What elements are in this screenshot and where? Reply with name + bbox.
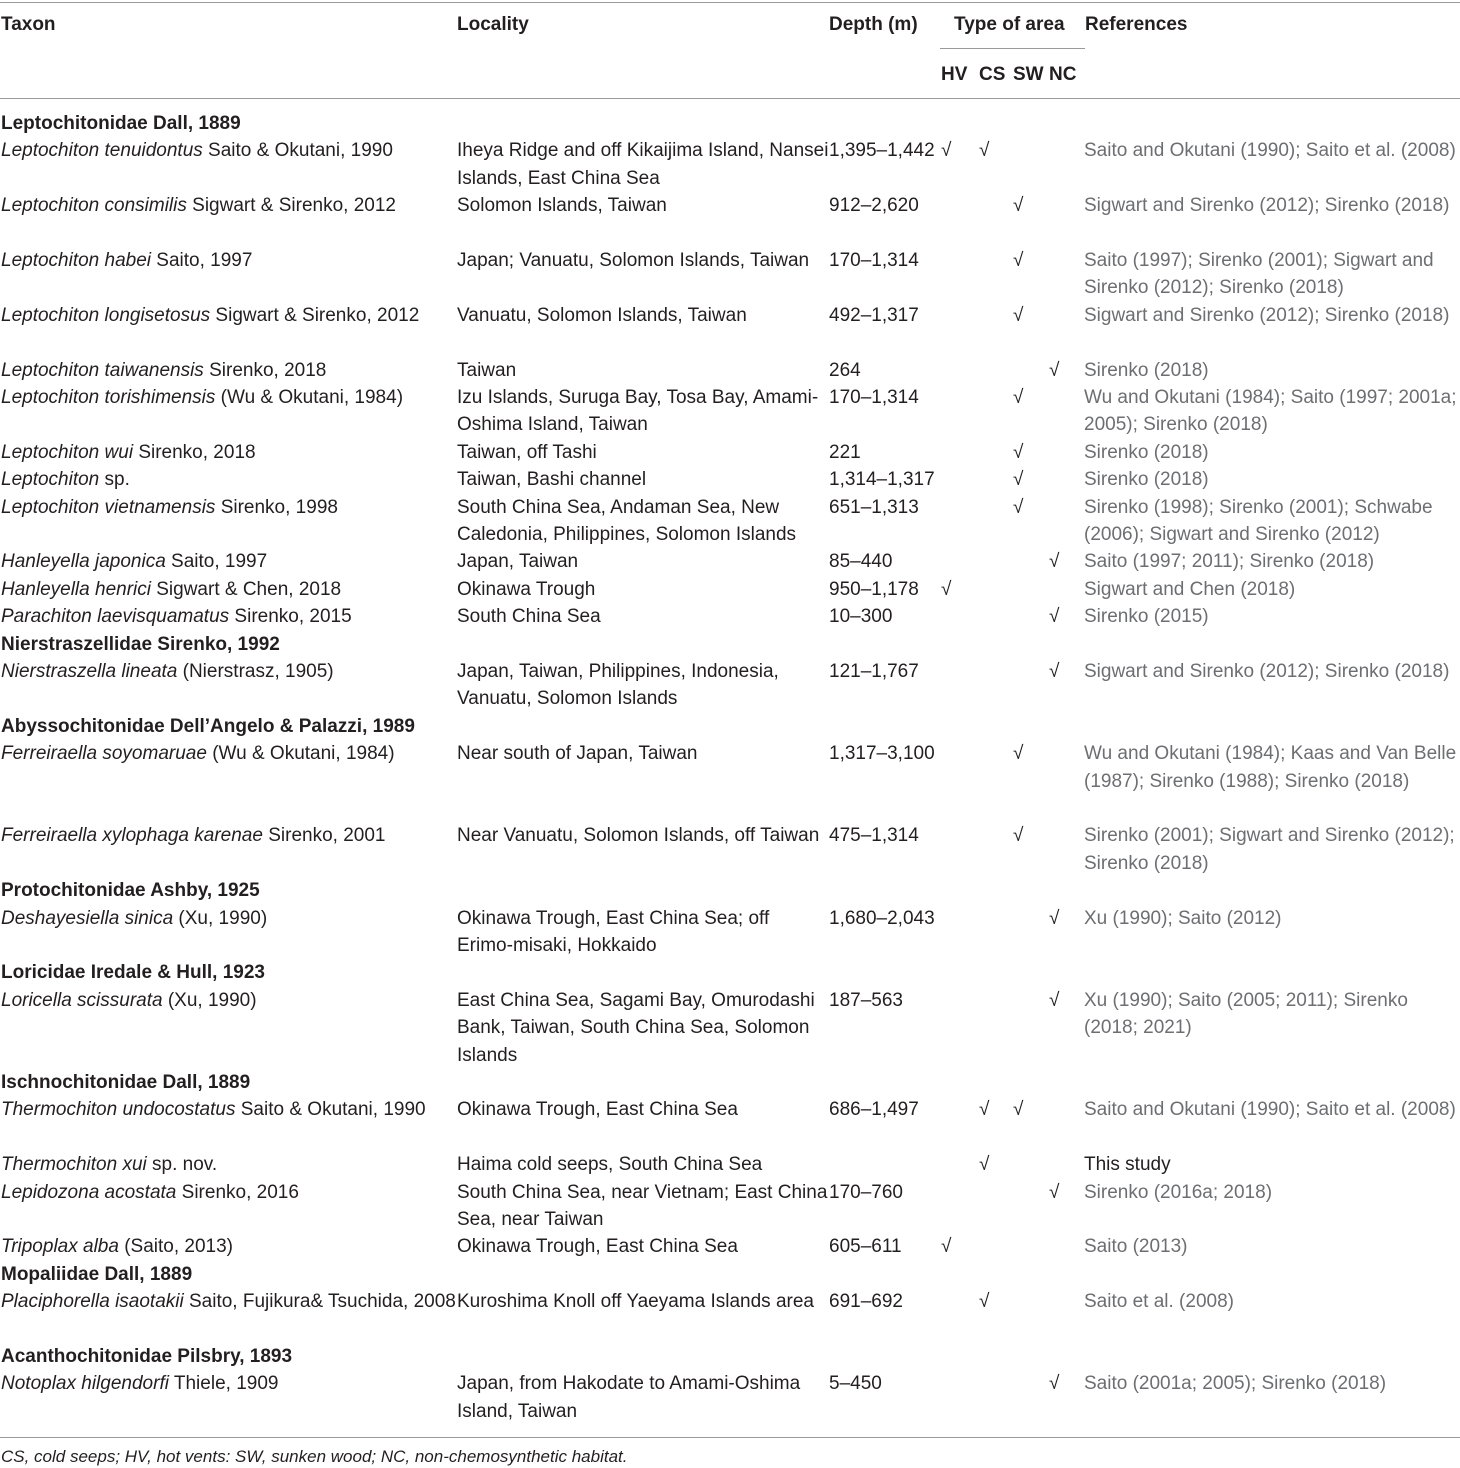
- references-cell: Saito et al. (2008): [1084, 1291, 1234, 1313]
- depth-cell: 221: [829, 441, 861, 463]
- family-row: [0, 110, 1460, 137]
- locality-cell: Taiwan: [457, 359, 517, 381]
- depth-cell: 691–692: [829, 1291, 903, 1313]
- taxon-cell: [1, 658, 456, 685]
- references-cell: Sigwart and Sirenko (2012); Sirenko (2018): [1084, 661, 1450, 682]
- references-cell: Sirenko (1998); Sirenko (2001); Schwabe (2006); Sigwart and Sirenko (2012): [1084, 496, 1433, 545]
- family-name: Leptochitonidae Dall, 1889: [1, 113, 241, 134]
- depth-cell: 85–440: [829, 551, 893, 573]
- taxon-name: Hanleyella japonica: [1, 551, 166, 573]
- table-row: [0, 658, 1460, 713]
- taxon-author: Saito & Okutani, 1990: [202, 140, 393, 162]
- taxon-author: (Saito, 2013): [118, 1236, 234, 1258]
- locality-cell: Okinawa Trough, East China Sea; off Erimo-misaki, Hokkaido: [457, 907, 770, 956]
- table-row: [0, 494, 1460, 549]
- header-depth: Depth (m): [829, 14, 918, 35]
- header-hv: HV: [941, 64, 968, 85]
- depth-cell: 1,395–1,442: [829, 140, 935, 162]
- references-cell: Saito (2013): [1084, 1236, 1188, 1258]
- locality-cell: Near south of Japan, Taiwan: [457, 743, 698, 765]
- table-row: [0, 384, 1460, 439]
- taxon-cell: [1, 905, 456, 932]
- depth-cell: 170–1,314: [829, 387, 919, 408]
- depth-cell: 10–300: [829, 606, 893, 628]
- taxon-cell: [1, 1096, 456, 1123]
- references-cell: Sigwart and Chen (2018): [1084, 578, 1296, 600]
- table-row: [0, 1151, 1460, 1178]
- family-row: [0, 713, 1460, 740]
- taxon-author: Sigwart & Chen, 2018: [150, 578, 342, 600]
- taxon-name: Thermochiton undocostatus: [1, 1099, 236, 1121]
- taxon-cell: [1, 384, 456, 411]
- taxon-name: Leptochiton wui: [1, 441, 134, 463]
- family-row: [0, 877, 1460, 904]
- depth-cell: 492–1,317: [829, 304, 919, 326]
- locality-cell: East China Sea, Sagami Bay, Omurodashi Bank, Taiwan, South China Sea, Solomon Islands: [457, 989, 815, 1066]
- family-row: [0, 1343, 1460, 1370]
- sw-check-mark: √: [1013, 1099, 1024, 1121]
- sw-check-mark: √: [1013, 469, 1024, 491]
- footnote: CS, cold seeps; HV, hot vents: SW, sunken wood; NC, non-chemosynthetic habitat.: [1, 1447, 628, 1466]
- sw-check-mark: √: [1013, 496, 1024, 518]
- references-cell: Saito (1997); Sirenko (2001); Sigwart and Sirenko (2012); Sirenko (2018): [1084, 250, 1434, 299]
- table-row: [0, 439, 1460, 466]
- locality-cell: Iheya Ridge and off Kikaijima Island, Nansei Islands, East China Sea: [457, 140, 829, 189]
- header-rule: [0, 98, 1460, 99]
- table-row: [0, 987, 1460, 1069]
- taxon-name: Leptochiton habei: [1, 250, 152, 271]
- taxon-name: Placiphorella isaotakii: [1, 1291, 184, 1313]
- table-row: [0, 302, 1460, 357]
- family-row: [0, 631, 1460, 658]
- header-nc: NC: [1049, 64, 1077, 85]
- taxon-author: Sigwart & Sirenko, 2012: [186, 195, 396, 217]
- nc-check-mark: √: [1049, 551, 1060, 573]
- taxon-cell: [1, 740, 456, 767]
- sw-check-mark: √: [1013, 304, 1024, 326]
- references-cell: Sirenko (2018): [1084, 441, 1209, 463]
- depth-cell: 686–1,497: [829, 1099, 919, 1121]
- cs-check-mark: √: [979, 140, 990, 162]
- family-row: [0, 1261, 1460, 1288]
- taxon-name: Leptochiton longisetosus: [1, 304, 211, 326]
- taxon-author: Saito, 1997: [151, 250, 253, 271]
- taxon-cell: [1, 1179, 456, 1206]
- locality-cell: South China Sea, near Vietnam; East China Sea, near Taiwan: [457, 1181, 828, 1230]
- taxon-author: Sigwart & Sirenko, 2012: [210, 304, 420, 326]
- family-name: Abyssochitonidae Dell’Angelo & Palazzi, 1989: [1, 715, 415, 737]
- depth-cell: 950–1,178: [829, 578, 919, 600]
- depth-cell: 1,680–2,043: [829, 907, 935, 929]
- sw-check-mark: √: [1013, 250, 1024, 271]
- references-cell: Saito and Okutani (1990); Saito et al. (2008): [1084, 140, 1456, 162]
- references-cell: Saito (2001a; 2005); Sirenko (2018): [1084, 1373, 1387, 1395]
- top-rule: [0, 2, 1460, 3]
- taxon-author: Sirenko, 2018: [203, 359, 327, 381]
- table-row: [0, 466, 1460, 493]
- references-cell: Sigwart and Sirenko (2012); Sirenko (2018): [1084, 195, 1450, 217]
- taxon-cell: [1, 466, 456, 493]
- references-cell: Sirenko (2018): [1084, 359, 1209, 381]
- nc-check-mark: √: [1049, 907, 1060, 929]
- cs-check-mark: √: [979, 1291, 990, 1313]
- references-cell: Sirenko (2016a; 2018): [1084, 1181, 1273, 1203]
- locality-cell: Vanuatu, Solomon Islands, Taiwan: [457, 304, 747, 326]
- depth-cell: 121–1,767: [829, 661, 919, 682]
- taxon-author: sp.: [99, 469, 130, 491]
- bottom-rule: [0, 1437, 1460, 1438]
- header-type-of-area: Type of area: [954, 14, 1065, 35]
- table-row: [0, 1096, 1460, 1151]
- taxon-author: Sirenko, 2001: [262, 825, 386, 847]
- sw-check-mark: √: [1013, 825, 1024, 847]
- locality-cell: Japan, Taiwan: [457, 551, 579, 573]
- table-row: [0, 576, 1460, 603]
- taxon-author: (Wu & Okutani, 1984): [206, 743, 395, 765]
- taxon-name: Notoplax hilgendorfi: [1, 1373, 169, 1395]
- taxon-name: Tripoplax alba: [1, 1236, 119, 1258]
- header-references: References: [1085, 14, 1188, 35]
- references-cell: Saito (1997; 2011); Sirenko (2018): [1084, 551, 1375, 573]
- taxon-author: (Nierstrasz, 1905): [177, 661, 334, 682]
- taxon-author: (Wu & Okutani, 1984): [215, 387, 404, 408]
- taxon-author: Sirenko, 2015: [229, 606, 352, 628]
- family-name: Ischnochitonidae Dall, 1889: [1, 1072, 251, 1093]
- cs-check-mark: √: [979, 1154, 990, 1176]
- taxon-name: Deshayesiella sinica: [1, 907, 174, 929]
- taxon-author: Thiele, 1909: [168, 1373, 279, 1395]
- taxon-cell: [1, 1288, 456, 1315]
- taxon-cell: [1, 247, 456, 274]
- taxon-name: Loricella scissurata: [1, 989, 163, 1011]
- taxon-cell: [1, 302, 456, 329]
- locality-cell: Okinawa Trough: [457, 578, 596, 600]
- table-row: [0, 1370, 1460, 1425]
- taxon-cell: [1, 987, 456, 1014]
- depth-cell: 912–2,620: [829, 195, 919, 217]
- nc-check-mark: √: [1049, 359, 1060, 381]
- taxon-name: Hanleyella henrici: [1, 578, 151, 600]
- type-of-area-rule: [940, 48, 1085, 49]
- taxon-name: Lepidozona acostata: [1, 1181, 177, 1203]
- depth-cell: 1,314–1,317: [829, 469, 935, 491]
- locality-cell: South China Sea: [457, 606, 601, 628]
- table-row: [0, 357, 1460, 384]
- nc-check-mark: √: [1049, 1181, 1060, 1203]
- locality-cell: Izu Islands, Suruga Bay, Tosa Bay, Amami-Oshima Island, Taiwan: [457, 387, 819, 436]
- depth-cell: 651–1,313: [829, 496, 919, 518]
- taxon-cell: [1, 576, 456, 603]
- locality-cell: Taiwan, off Tashi: [457, 441, 597, 463]
- locality-cell: Japan, Taiwan, Philippines, Indonesia, Vanuatu, Solomon Islands: [457, 661, 779, 710]
- family-name: Acanthochitonidae Pilsbry, 1893: [1, 1346, 293, 1367]
- taxon-cell: [1, 603, 456, 630]
- table-row: [0, 905, 1460, 960]
- depth-cell: 170–760: [829, 1181, 903, 1203]
- depth-cell: 475–1,314: [829, 825, 919, 847]
- taxon-cell: [1, 137, 456, 164]
- nc-check-mark: √: [1049, 1373, 1060, 1395]
- hv-check-mark: √: [941, 140, 952, 162]
- references-cell: Saito and Okutani (1990); Saito et al. (2008): [1084, 1099, 1456, 1121]
- taxon-name: Nierstraszella lineata: [1, 661, 178, 682]
- taxon-cell: [1, 439, 456, 466]
- sw-check-mark: √: [1013, 387, 1024, 408]
- table-row: [0, 822, 1460, 877]
- taxon-author: (Xu, 1990): [173, 907, 268, 929]
- taxon-name: Leptochiton consimilis: [1, 195, 187, 217]
- nc-check-mark: √: [1049, 606, 1060, 628]
- depth-cell: 170–1,314: [829, 250, 919, 271]
- taxon-name: Ferreiraella soyomaruae: [1, 743, 207, 765]
- locality-cell: South China Sea, Andaman Sea, New Caledonia, Philippines, Solomon Islands: [457, 496, 797, 545]
- header-locality: Locality: [457, 14, 529, 35]
- taxon-name: Leptochiton taiwanensis: [1, 359, 204, 381]
- taxon-author: sp. nov.: [146, 1154, 218, 1176]
- table-row: [0, 247, 1460, 302]
- family-name: Mopaliidae Dall, 1889: [1, 1263, 193, 1285]
- locality-cell: Okinawa Trough, East China Sea: [457, 1236, 738, 1258]
- header-cs: CS: [979, 64, 1006, 85]
- table-row: [0, 137, 1460, 192]
- sw-check-mark: √: [1013, 441, 1024, 463]
- depth-cell: 264: [829, 359, 861, 381]
- hv-check-mark: √: [941, 1236, 952, 1258]
- locality-cell: Haima cold seeps, South China Sea: [457, 1154, 763, 1176]
- hv-check-mark: √: [941, 578, 952, 600]
- nc-check-mark: √: [1049, 661, 1060, 682]
- depth-cell: 5–450: [829, 1373, 882, 1395]
- references-cell: Sirenko (2018): [1084, 469, 1209, 491]
- nc-check-mark: √: [1049, 989, 1060, 1011]
- locality-cell: Japan, from Hakodate to Amami-Oshima Island, Taiwan: [457, 1373, 801, 1422]
- references-cell: Wu and Okutani (1984); Kaas and Van Belle (1987); Sirenko (1988); Sirenko (2018): [1084, 743, 1457, 792]
- table-row: [0, 1233, 1460, 1260]
- taxon-author: (Xu, 1990): [162, 989, 257, 1011]
- family-name: Nierstraszellidae Sirenko, 1992: [1, 633, 280, 655]
- family-name: Loricidae Iredale & Hull, 1923: [1, 962, 265, 984]
- table-row: [0, 1179, 1460, 1234]
- header-sw: SW: [1013, 64, 1044, 85]
- references-cell: Xu (1990); Saito (2005; 2011); Sirenko (2018; 2021): [1084, 989, 1408, 1039]
- references-cell: Sirenko (2015): [1084, 606, 1209, 628]
- taxon-name: Leptochiton torishimensis: [1, 387, 216, 408]
- locality-cell: Okinawa Trough, East China Sea: [457, 1099, 738, 1121]
- locality-cell: Solomon Islands, Taiwan: [457, 195, 667, 217]
- table-row: [0, 548, 1460, 575]
- sw-check-mark: √: [1013, 195, 1024, 217]
- taxon-name: Leptochiton: [1, 469, 100, 491]
- depth-cell: 1,317–3,100: [829, 743, 935, 765]
- locality-cell: Near Vanuatu, Solomon Islands, off Taiwan: [457, 825, 820, 847]
- locality-cell: Japan; Vanuatu, Solomon Islands, Taiwan: [457, 250, 810, 271]
- header-taxon: Taxon: [1, 14, 56, 35]
- depth-cell: 605–611: [829, 1236, 902, 1258]
- references-cell: Xu (1990); Saito (2012): [1084, 907, 1282, 929]
- taxon-name: Leptochiton tenuidontus: [1, 140, 203, 162]
- references-cell: This study: [1084, 1154, 1171, 1176]
- taxon-cell: [1, 494, 456, 521]
- family-row: [0, 959, 1460, 986]
- taxon-author: Saito, Fujikura& Tsuchida, 2008: [183, 1291, 456, 1313]
- references-cell: Sigwart and Sirenko (2012); Sirenko (2018): [1084, 304, 1450, 326]
- depth-cell: 187–563: [829, 989, 903, 1011]
- family-name: Protochitonidae Ashby, 1925: [1, 880, 260, 902]
- taxon-cell: [1, 192, 456, 219]
- taxon-name: Leptochiton vietnamensis: [1, 496, 216, 518]
- taxon-cell: [1, 548, 456, 575]
- references-cell: Wu and Okutani (1984); Saito (1997; 2001a; 2005); Sirenko (2018): [1084, 387, 1457, 436]
- taxon-cell: [1, 357, 456, 384]
- taxon-cell: [1, 1370, 456, 1397]
- taxon-author: Saito, 1997: [165, 551, 268, 573]
- taxon-name: Thermochiton xui: [1, 1154, 147, 1176]
- sw-check-mark: √: [1013, 743, 1024, 765]
- taxon-author: Sirenko, 2018: [133, 441, 256, 463]
- taxon-cell: [1, 1151, 456, 1178]
- taxon-cell: [1, 1233, 456, 1260]
- family-row: [0, 1069, 1460, 1096]
- taxon-name: Ferreiraella xylophaga karenae: [1, 825, 263, 847]
- locality-cell: Kuroshima Knoll off Yaeyama Islands area: [457, 1291, 814, 1313]
- table-row: [0, 192, 1460, 247]
- table-row: [0, 603, 1460, 630]
- cs-check-mark: √: [979, 1099, 990, 1121]
- references-cell: Sirenko (2001); Sigwart and Sirenko (2012); Sirenko (2018): [1084, 825, 1455, 874]
- locality-cell: Taiwan, Bashi channel: [457, 469, 647, 491]
- taxon-author: Saito & Okutani, 1990: [235, 1099, 426, 1121]
- taxon-author: Sirenko, 2016: [176, 1181, 299, 1203]
- taxon-cell: [1, 822, 456, 849]
- table-row: [0, 1288, 1460, 1343]
- taxon-author: Sirenko, 1998: [215, 496, 338, 518]
- table-row: [0, 740, 1460, 822]
- taxon-name: Parachiton laevisquamatus: [1, 606, 230, 628]
